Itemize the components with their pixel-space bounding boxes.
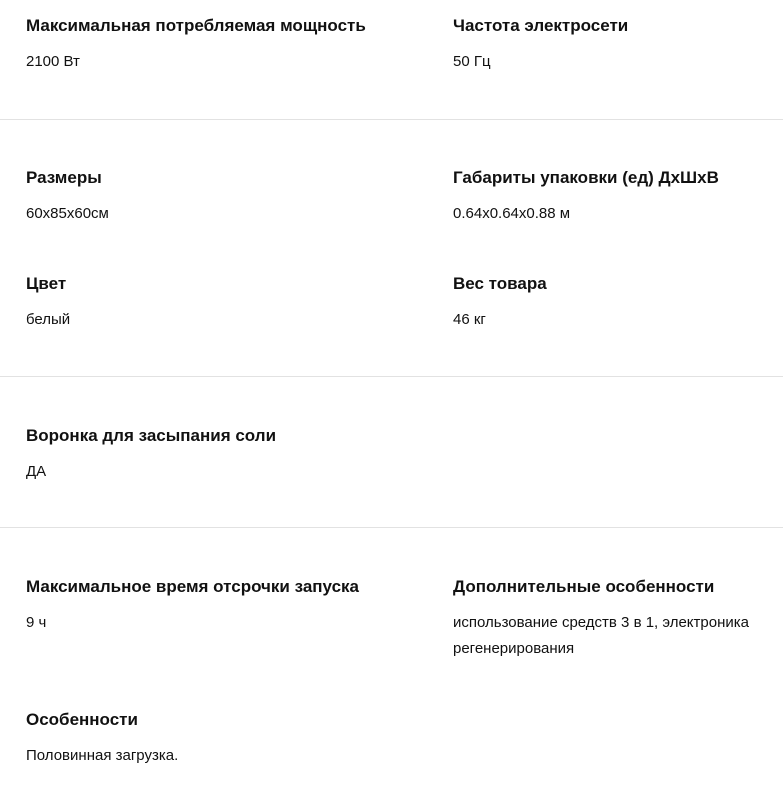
spec-value: 50 Гц [453, 53, 491, 70]
spec-color [26, 274, 426, 333]
spec-package-dimensions [453, 168, 778, 227]
spec-value: белый [26, 311, 71, 328]
spec-label: Дополнительные особенности [453, 577, 715, 596]
spec-label: Максимальная потребляемая мощность [26, 16, 366, 35]
spec-value: 0.64x0.64x0.88 м [453, 205, 571, 222]
spec-label: Особенности [26, 710, 138, 729]
spec-grid-frequency [453, 16, 778, 75]
spec-label: Вес товара [453, 274, 547, 293]
spec-label: Габариты упаковки (ед) ДхШхВ [453, 168, 719, 187]
spec-max-delay-start [26, 577, 426, 636]
spec-label: Цвет [26, 274, 67, 293]
spec-value: 2100 Вт [26, 53, 80, 70]
spec-value: Половинная загрузка. [26, 747, 179, 764]
spec-salt-funnel [26, 426, 426, 485]
spec-label: Воронка для засыпания соли [26, 426, 277, 445]
spec-label: Частота электросети [453, 16, 629, 35]
spec-value: 46 кг [453, 311, 486, 328]
spec-dimensions [26, 168, 426, 227]
spec-value: 60x85x60см [26, 205, 109, 222]
section-divider [0, 119, 783, 120]
spec-value: 9 ч [26, 614, 47, 631]
spec-additional-features [453, 577, 778, 662]
spec-label: Максимальное время отсрочки запуска [26, 577, 359, 596]
spec-value: использование средств 3 в 1, электроника регенерирования [453, 614, 749, 657]
spec-features [26, 710, 426, 769]
spec-value: ДА [26, 463, 47, 480]
section-divider [0, 527, 783, 528]
spec-max-power [26, 16, 426, 75]
spec-label: Размеры [26, 168, 102, 187]
section-divider [0, 376, 783, 377]
spec-weight [453, 274, 778, 333]
